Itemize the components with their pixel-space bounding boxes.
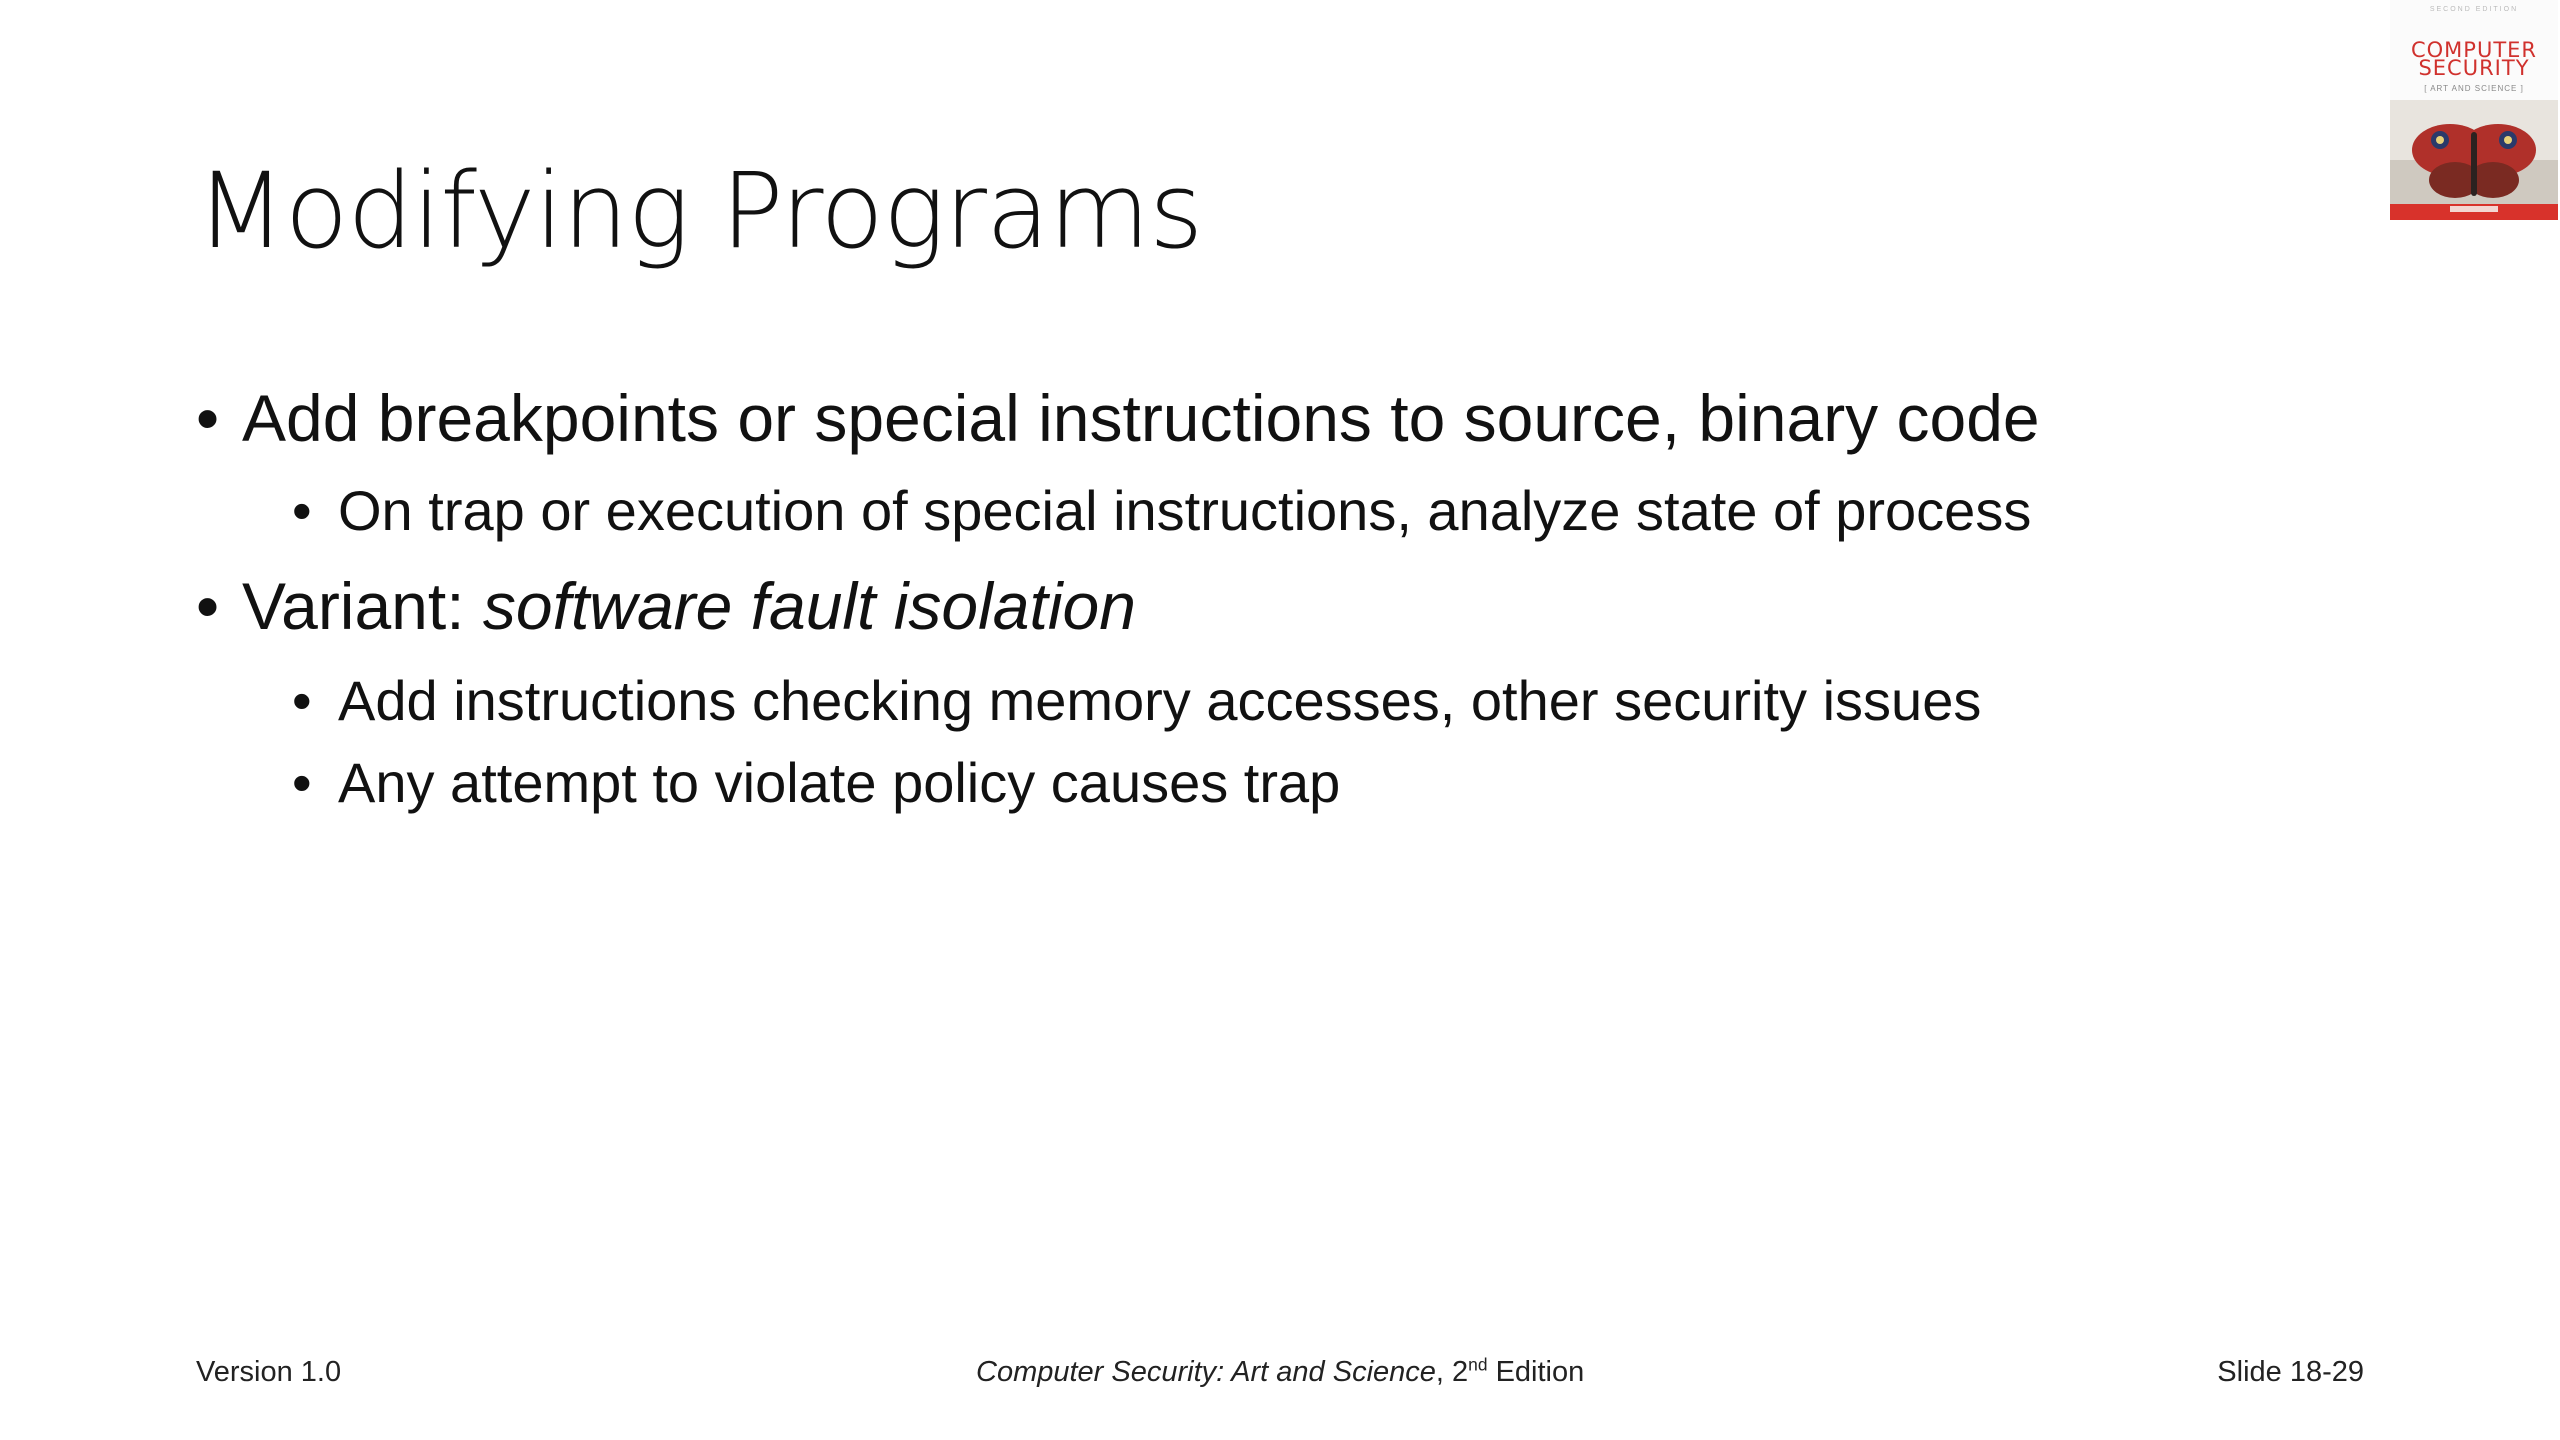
footer-book-title (976, 1356, 1584, 1389)
cover-subtitle: [ ART AND SCIENCE ] (2424, 84, 2524, 93)
footer-slide-number: Slide 18-29 (2217, 1356, 2364, 1388)
cover-title-line1: COMPUTER (2410, 38, 2538, 62)
butterfly-image (2390, 100, 2558, 220)
bullet-text-emphasis: software fault isolation (482, 569, 1136, 643)
footer-edition-word: Edition (1487, 1356, 1585, 1388)
cover-title-line2: SECURITY (2418, 56, 2530, 80)
sub-bullet-text: Any attempt to violate policy causes trap (338, 751, 1341, 814)
bullet-icon: • (292, 669, 312, 732)
bullet-text: Add breakpoints or special instructions to source, binary code (242, 381, 2040, 455)
bullet-icon: • (292, 751, 312, 814)
sub-bullet-item (292, 750, 1340, 815)
footer-edition-sup: nd (1468, 1354, 1488, 1375)
bullet-icon: • (196, 569, 220, 643)
bullet-item (196, 380, 2040, 456)
bullet-text-prefix: Variant: (242, 569, 483, 643)
slide-title: Modifying Programs (196, 150, 1203, 272)
sub-bullet-text: On trap or execution of special instructions, analyze state of process (338, 479, 2032, 542)
footer-edition-sep: , 2 (1435, 1356, 1469, 1388)
sub-bullet-item (292, 478, 2031, 543)
bullet-icon: • (196, 381, 220, 455)
book-cover-thumbnail (2390, 0, 2558, 220)
footer-book-name: Computer Security: Art and Science (976, 1356, 1436, 1388)
cover-edition-line: SECOND EDITION (2429, 6, 2519, 13)
bullet-icon: • (292, 479, 312, 542)
footer-version: Version 1.0 (196, 1356, 342, 1388)
sub-bullet-text: Add instructions checking memory accesses, other security issues (338, 669, 1982, 732)
sub-bullet-item (292, 668, 1981, 733)
bullet-item (196, 568, 1136, 644)
